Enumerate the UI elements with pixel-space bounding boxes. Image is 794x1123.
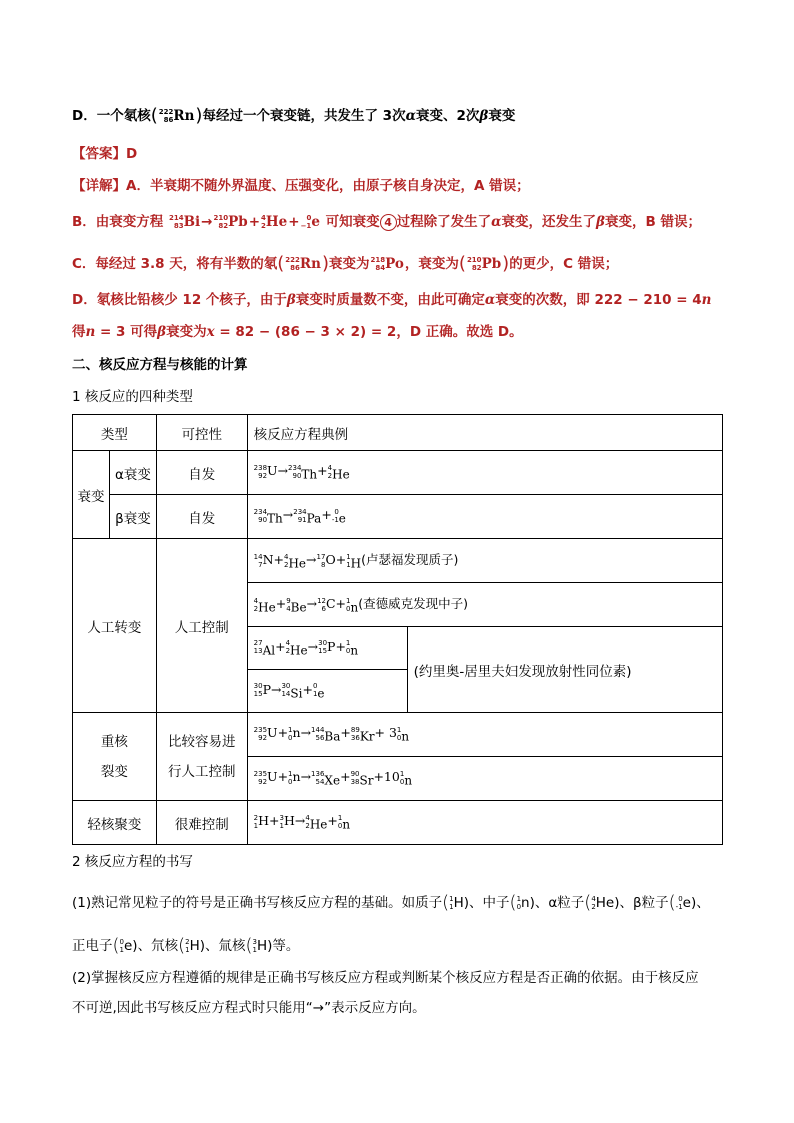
eq-fission-1: 235 92 U+ 1 0 n→ 144 56 $_{Ba}$+ 89 36 $_{Kr}$+ 3 1 0 $_n$ — [247, 713, 722, 757]
cell-fission-control: 比较容易进 行人工控制 — [156, 713, 247, 801]
cell-fusion: 轻核聚变 — [73, 801, 157, 845]
eq-fission-2: 235 92 U+ 1 0 n→ 136 54 $_{Xe}$+ 90 38 $_{Sr}$+10 1 0 $_n$ — [247, 757, 722, 801]
radon-nucleus: 222 86 Rn — [158, 108, 195, 124]
section-title: 二、核反应方程与核能的计算 — [72, 357, 248, 373]
circled-number: 4 — [380, 214, 397, 231]
cell-beta-decay: β衰变 — [109, 495, 156, 539]
eq-chadwick: 4 2 $_{He}$+ 9 4 $_{Be}$→ 12 6 C+ 1 0 $_n$(查德威克发现中子) — [247, 583, 722, 627]
header-example: 核反应方程典例 — [247, 415, 722, 451]
cell-fission: 重核 裂变 — [73, 713, 157, 801]
cell-alpha-decay: α衰变 — [109, 451, 156, 495]
detail-d-line1: D．氡核比铅核少 12 个核子，由于β衰变时质量数不变，由此可确定α衰变的次数，即 222 − 210 = 4n — [72, 292, 712, 308]
detail-b: B．由衰变方程 214 83 Bi→ 210 82 Pb+ 4 2 He+ 0 −1 e 可知衰变 4 过程除了发生了α衰变，还发生了β衰变，B 错误； — [72, 214, 701, 230]
nuclear-reaction-table — [72, 414, 723, 845]
cell-artificial: 人工转变 — [73, 539, 157, 713]
cell-fusion-control: 很难控制 — [156, 801, 247, 845]
para1-line2: 正电子( 0 1 e)、氘核( 2 1 H)、氚核( 3 1 H)等。 — [72, 935, 300, 956]
eq-beta-decay: 234 90 $_{Th}$→ 234 91 $_{Pa}$+ 0 -1 $_e$ — [247, 495, 722, 539]
subsection-title-1: 1 核反应的四种类型 — [72, 389, 193, 405]
answer: 【答案】D — [72, 146, 138, 162]
eq-curie-2: 30 15 P→ 30 14 $_{Si}$+ 0 1 $_e$ — [247, 670, 407, 713]
detail-a: 【详解】A．半衰期不随外界温度、压强变化，由原子核自身决定，A 错误； — [72, 178, 530, 194]
eq-rutherford: 14 7 N+ 4 2 $_{He}$→ 17 8 O+ 1 1 $_H$(卢瑟福发现质子) — [247, 539, 722, 583]
eq-fusion: 2 1 H+ 3 1 H→ 4 2 $_{He}$+ 1 0 $_n$ — [247, 801, 722, 845]
cell-spontaneous-1: 自发 — [156, 451, 247, 495]
para2-line1: (2)掌握核反应方程遵循的规律是正确书写核反应方程或判断某个核反应方程是否正确的依据。由于核反应 — [72, 970, 699, 986]
eq-curie-1: 27 13 $_{Al}$+ 4 2 $_{He}$→ 30 15 P+ 1 0 $_n$ — [247, 627, 407, 670]
option-d: D．一个氡核( 222 86 Rn)每经过一个衰变链，共发生了 3次α衰变、2次β衰变 — [72, 105, 516, 126]
detail-d-line2: 得n = 3 可得β衰变为x = 82 − (86 − 3 × 2) = 2，D 正确。故选 D。 — [72, 324, 523, 340]
para1-line1: (1)熟记常见粒子的符号是正确书写核反应方程的基础。如质子( 1 1 H)、中子( 1 0 n)、α粒子( 4 2 He)、β粒子( 0 -1 e)、 — [72, 892, 710, 913]
header-type: 类型 — [73, 415, 157, 451]
cell-spontaneous-2: 自发 — [156, 495, 247, 539]
cell-decay: 衰变 — [73, 451, 110, 539]
subsection-title-2: 2 核反应方程的书写 — [72, 854, 193, 870]
para2-line2: 不可逆,因此书写核反应方程式时只能用“→”表示反应方向。 — [72, 1000, 426, 1016]
eq-alpha-decay: 238 92 U→ 234 90 $_{Th}$+ 4 2 $_{He}$ — [247, 451, 722, 495]
cell-artificial-control: 人工控制 — [156, 539, 247, 713]
detail-c: C．每经过 3.8 天，将有半数的氡( 222 86 Rn)衰变为 218 84 Po，衰变为( 210 82 Pb)的更少，C 错误； — [72, 253, 619, 274]
header-control: 可控性 — [156, 415, 247, 451]
cell-curie-note: (约里奥-居里夫妇发现放射性同位素) — [407, 627, 722, 713]
